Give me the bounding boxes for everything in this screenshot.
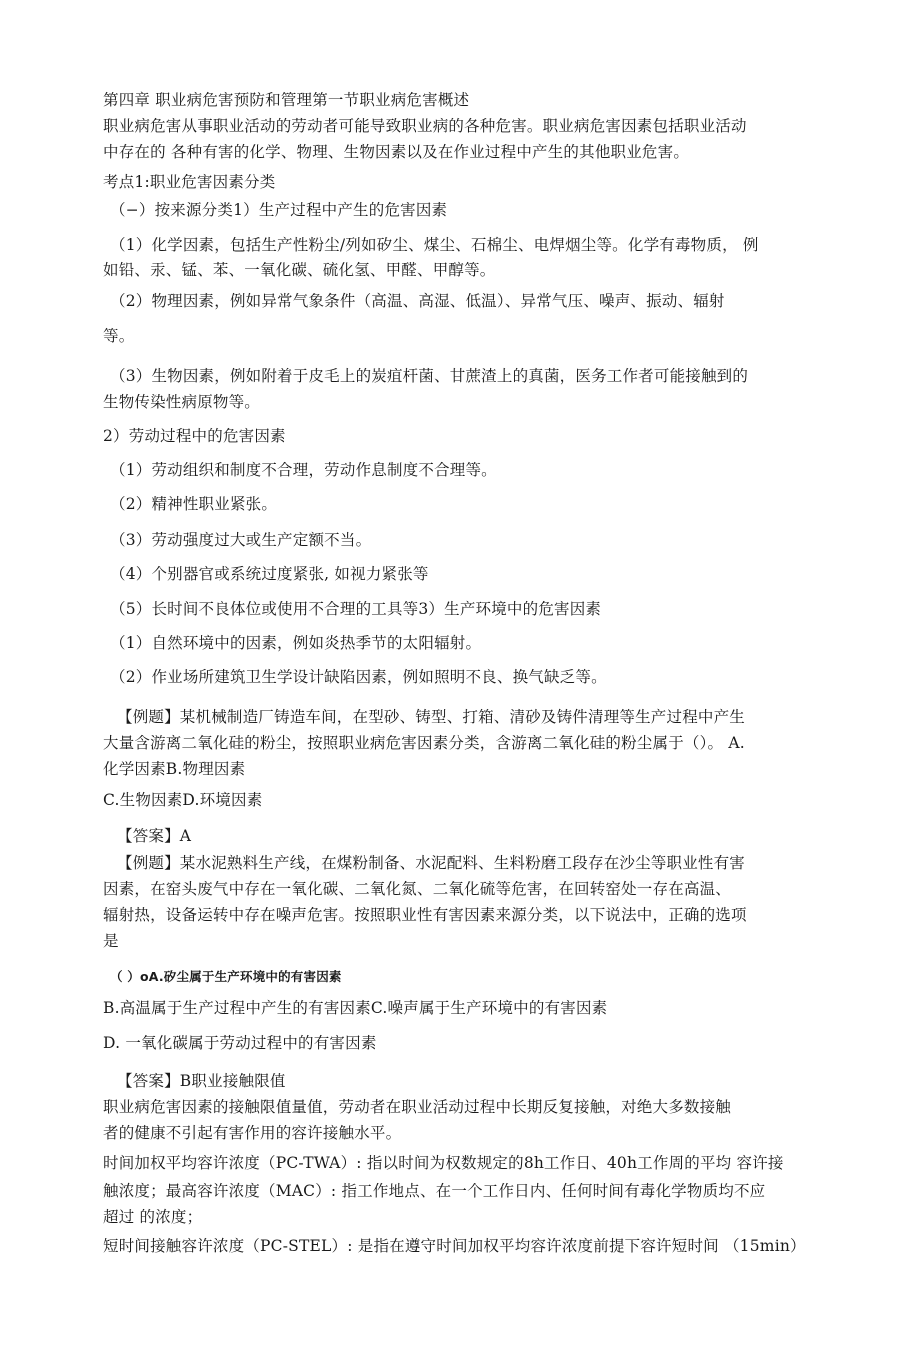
text-line: （2）精神性职业紧张。 [110, 495, 278, 513]
example-question: 【例题】某水泥熟料生产线，在煤粉制备、水泥配料、生料粉磨工段存在沙尘等职业性有害 [117, 854, 746, 872]
text-line: （3）劳动强度过大或生产定额不当。 [110, 531, 372, 549]
text-line: （1）化学因素，包括生产性粉尘/列如矽尘、煤尘、石棉尘、电焊烟尘等。化学有毒物质， 例 [110, 236, 759, 254]
text-line: 触浓度；最高容许浓度（MAC）: 指工作地点、在一个工作日内、任何时间有毒化学物质均不应 [103, 1182, 766, 1200]
answer-line: 【答案】B职业接触限值 [117, 1072, 286, 1090]
text-line: （3）生物因素，例如附着于皮毛上的炭疽杆菌、甘蔗渣上的真菌，医务工作者可能接触到的 [110, 367, 749, 385]
text-line: （ ）oA.矽尘属于生产环境中的有害因素 [110, 969, 342, 984]
text-line: D. 一氧化碳属于劳动过程中的有害因素 [103, 1034, 377, 1052]
answer-line: 【答案】A [117, 827, 192, 845]
text-line: 短时间接触容许浓度（PC-STEL）: 是指在遵守时间加权平均容许浓度前提下容许短时间 （15min） [103, 1237, 806, 1255]
example-question: 【例题】某机械制造厂铸造车间，在型砂、铸型、打箱、清砂及铸件清理等生产过程中产生 [117, 708, 746, 726]
text-line: 大量含游离二氧化硅的粉尘，按照职业病危害因素分类，含游离二氧化硅的粉尘属于（）。 A. [103, 734, 745, 752]
chapter-heading: 第四章 职业病危害预防和管理第一节职业病危害概述 [103, 91, 470, 109]
text-line: 时间加权平均容许浓度（PC-TWA）: 指以时间为权数规定的8h工作日、40h工作周的平均 容许接 [103, 1154, 784, 1172]
text-line: B.高温属于生产过程中产生的有害因素C.噪声属于生产环境中的有害因素 [103, 999, 608, 1017]
text-line: （1）自然环境中的因素，例如炎热季节的太阳辐射。 [110, 634, 482, 652]
text-line: 如铅、汞、锰、苯、一氧化碳、硫化氢、甲醛、甲醇等。 [103, 261, 496, 279]
text-line: 职业病危害因素的接触限值量值，劳动者在职业活动过程中长期反复接触，对绝大多数接触 [103, 1098, 732, 1116]
text-line: 因素，在窑头废气中存在一氧化碳、二氧化氮、二氧化硫等危害，在回转窑处一存在高温、 [103, 880, 732, 898]
text-line: C.生物因素D.环境因素 [103, 791, 263, 809]
text-line: 者的健康不引起有害作用的容许接触水平。 [103, 1124, 402, 1142]
text-line: （2）作业场所建筑卫生学设计缺陷因素，例如照明不良、换气缺乏等。 [110, 668, 607, 686]
text-line: 职业病危害从事职业活动的劳动者可能导致职业病的各种危害。职业病危害因素包括职业活动 [103, 117, 747, 135]
text-line: 生物传染性病原物等。 [103, 393, 261, 411]
text-line: 是 [103, 932, 119, 950]
text-line: （−）按来源分类1）生产过程中产生的危害因素 [110, 201, 448, 219]
text-line: 辐射热，设备运转中存在噪声危害。按照职业性有害因素来源分类，以下说法中，正确的选项 [103, 906, 747, 924]
text-line: （2）物理因素，例如异常气象条件（高温、高湿、低温）、异常气压、噪声、振动、辐射 [110, 292, 725, 310]
text-line: 超过 的浓度； [103, 1208, 203, 1226]
text-line: 化学因素B.物理因素 [103, 760, 246, 778]
text-line: 2）劳动过程中的危害因素 [103, 427, 286, 445]
text-line: 中存在的 各种有害的化学、物理、生物因素以及在作业过程中产生的其他职业危害。 [103, 143, 690, 161]
section-heading: 考点1:职业危害因素分类 [103, 173, 276, 191]
text-line: （5）长时间不良体位或使用不合理的工具等3）生产环境中的危害因素 [110, 600, 602, 618]
text-line: 等。 [103, 327, 135, 345]
text-line: （4）个别器官或系统过度紧张, 如视力紧张等 [110, 565, 429, 583]
text-line: （1）劳动组织和制度不合理，劳动作息制度不合理等。 [110, 461, 497, 479]
